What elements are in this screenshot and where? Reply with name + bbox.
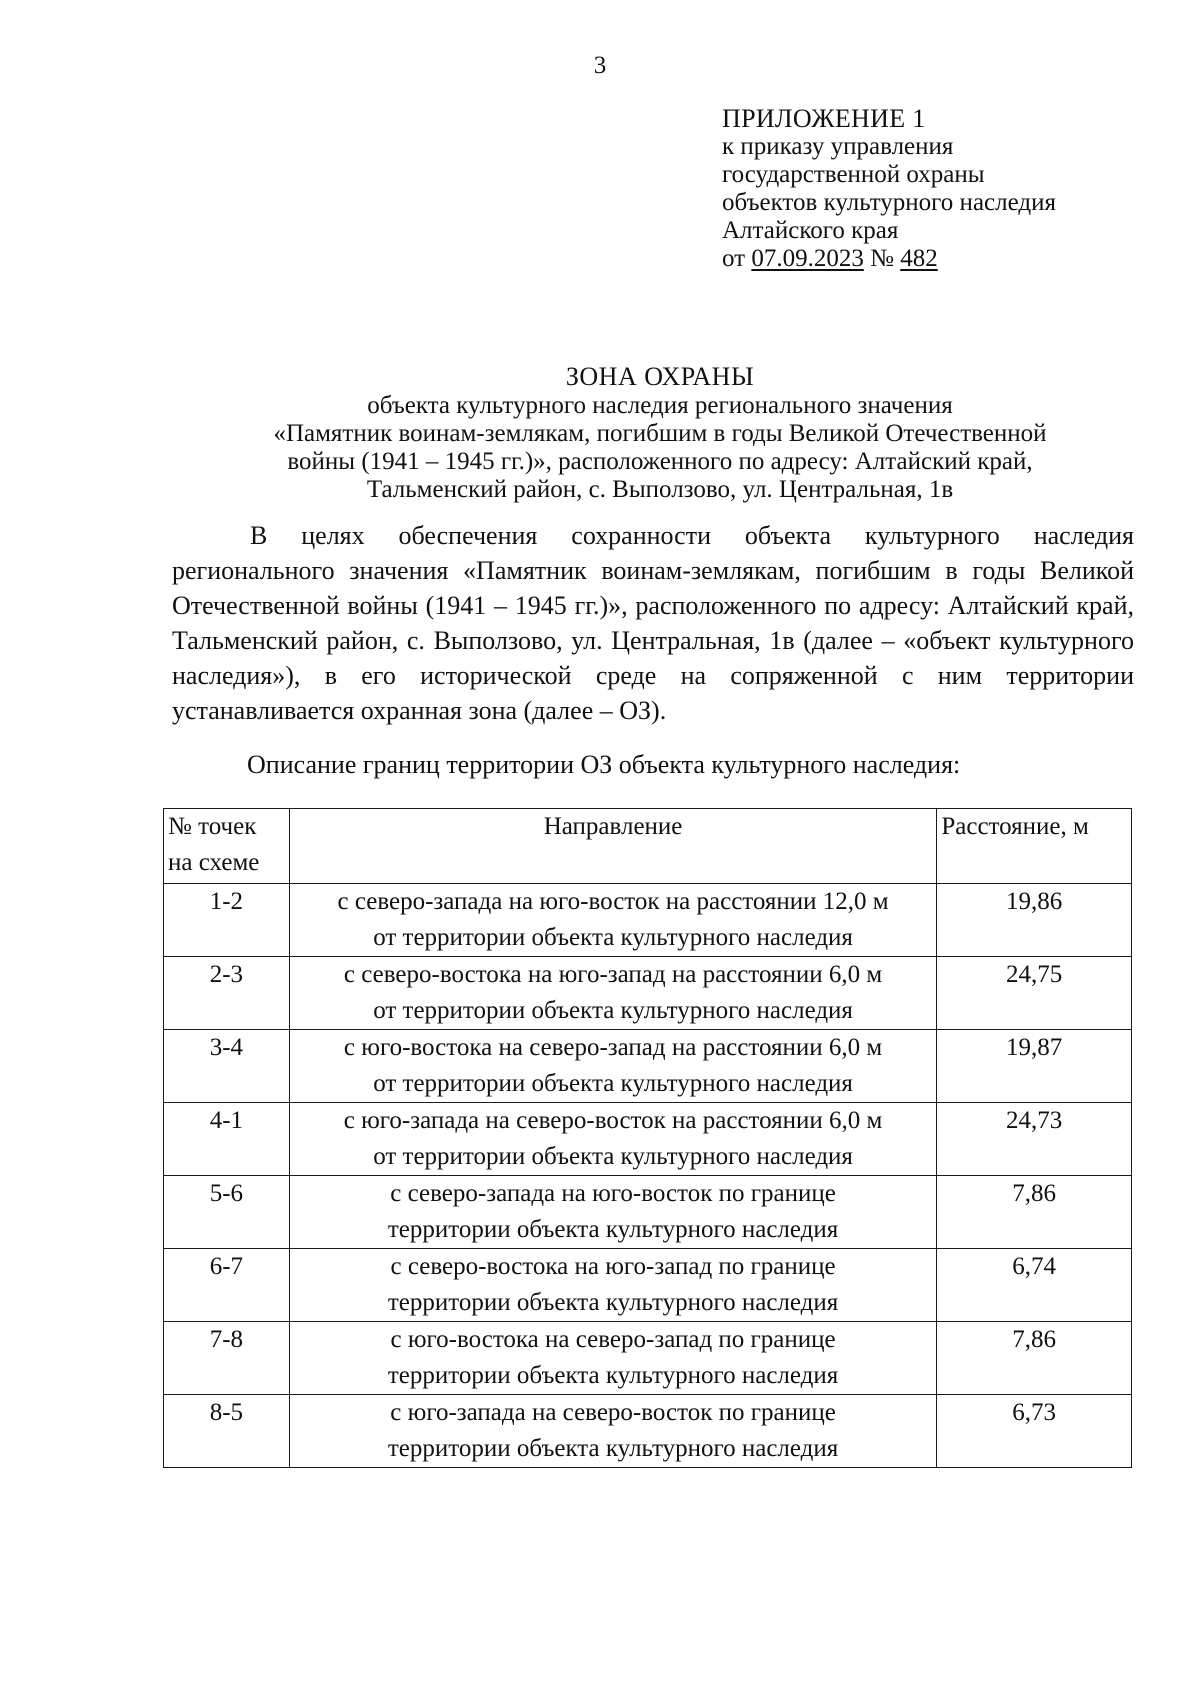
cell-direction	[289, 884, 937, 957]
appendix-line: Алтайского края	[722, 217, 899, 244]
header-direction: Направление	[289, 809, 937, 884]
direction-line: с юго-запада на северо-восток по границе	[390, 1399, 836, 1426]
direction-line: от территории объекта культурного наследия	[373, 924, 853, 951]
title-line: войны (1941 – 1945 гг.)», расположенного по адресу: Алтайский край,	[287, 448, 1033, 475]
appendix-line: к приказу управления	[722, 133, 954, 160]
title-line: Тальменский район, с. Выползово, ул. Центральная, 1в	[366, 476, 954, 503]
header-points-line: на схеме	[168, 849, 260, 876]
cell-distance: 24,75	[937, 957, 1132, 1030]
table-row	[164, 1030, 1132, 1103]
direction-line: от территории объекта культурного наследия	[373, 1070, 853, 1097]
cell-distance: 7,86	[937, 1322, 1132, 1395]
order-number: 482	[900, 245, 938, 272]
table-caption: Описание границ территории ОЗ объекта культурного наследия:	[247, 750, 961, 779]
header-points	[164, 809, 290, 884]
appendix-line: объектов культурного наследия	[722, 189, 1056, 216]
order-number-sign: №	[870, 245, 894, 272]
direction-line: от территории объекта культурного наследия	[373, 997, 853, 1024]
appendix-line: государственной охраны	[722, 161, 985, 188]
document-title	[180, 362, 1140, 504]
cell-points: 2-3	[164, 957, 290, 1030]
table-row	[164, 1395, 1132, 1468]
cell-direction	[289, 1030, 937, 1103]
cell-distance: 6,73	[937, 1395, 1132, 1468]
cell-direction	[289, 1395, 937, 1468]
order-prefix: от	[722, 245, 746, 272]
cell-points: 5-6	[164, 1176, 290, 1249]
cell-points: 3-4	[164, 1030, 290, 1103]
appendix-header	[722, 105, 1056, 273]
direction-line: территории объекта культурного наследия	[387, 1216, 839, 1243]
direction-line: с северо-востока на юго-запад на расстоянии 6,0 м	[343, 961, 883, 988]
cell-direction	[289, 1322, 937, 1395]
cell-points: 1-2	[164, 884, 290, 957]
direction-line: территории объекта культурного наследия	[387, 1435, 839, 1462]
direction-line: территории объекта культурного наследия	[387, 1362, 839, 1389]
table-header-row	[164, 809, 1132, 884]
order-reference	[722, 245, 1056, 273]
direction-line: с северо-запада на юго-восток на расстоянии 12,0 м	[337, 888, 889, 915]
direction-line: с юго-востока на северо-запад по границе	[390, 1326, 836, 1353]
cell-distance: 19,87	[937, 1030, 1132, 1103]
cell-points: 7-8	[164, 1322, 290, 1395]
order-date: 07.09.2023	[751, 245, 864, 272]
direction-line: с юго-востока на северо-запад на расстоянии 6,0 м	[343, 1034, 883, 1061]
body-paragraph: В целях обеспечения сохранности объекта культурного наследия регионального значения «Памятник воинам-землякам, погибшим в годы Великой Отечественной войны (1941 – 1945 гг.)», расположенного по адресу: Алтайский край, Тальменский район, с. Выползово, ул. Центральная, 1в (далее – «объект культурного наследия»), в его исторической среде на сопряженной с ним территории устанавливается охранная зона (далее – ОЗ).	[172, 521, 1134, 725]
direction-line: с северо-востока на юго-запад по границе	[390, 1253, 836, 1280]
cell-distance: 6,74	[937, 1249, 1132, 1322]
title-line: «Памятник воинам-землякам, погибшим в годы Великой Отечественной	[273, 420, 1047, 447]
appendix-heading: ПРИЛОЖЕНИЕ 1	[722, 104, 926, 133]
cell-distance: 24,73	[937, 1103, 1132, 1176]
cell-direction	[289, 957, 937, 1030]
table-row	[164, 1249, 1132, 1322]
direction-line: с северо-запада на юго-восток по границе	[390, 1180, 836, 1207]
table-row	[164, 884, 1132, 957]
cell-direction	[289, 1103, 937, 1176]
table-row	[164, 1103, 1132, 1176]
title-line: объекта культурного наследия регионального значения	[367, 392, 953, 419]
cell-distance: 7,86	[937, 1176, 1132, 1249]
cell-points: 8-5	[164, 1395, 290, 1468]
page-number: 3	[593, 52, 607, 79]
cell-distance: 19,86	[937, 884, 1132, 957]
cell-direction	[289, 1176, 937, 1249]
table-row	[164, 1176, 1132, 1249]
cell-points: 4-1	[164, 1103, 290, 1176]
boundary-table	[163, 808, 1132, 1468]
header-points-line: № точек	[168, 813, 257, 840]
zone-title: ЗОНА ОХРАНЫ	[565, 362, 755, 391]
direction-line: с юго-запада на северо-восток на расстоянии 6,0 м	[343, 1107, 883, 1134]
header-distance: Расстояние, м	[937, 809, 1132, 884]
table-row	[164, 957, 1132, 1030]
table-row	[164, 1322, 1132, 1395]
cell-direction	[289, 1249, 937, 1322]
cell-points: 6-7	[164, 1249, 290, 1322]
direction-line: территории объекта культурного наследия	[387, 1289, 839, 1316]
direction-line: от территории объекта культурного наследия	[373, 1143, 853, 1170]
